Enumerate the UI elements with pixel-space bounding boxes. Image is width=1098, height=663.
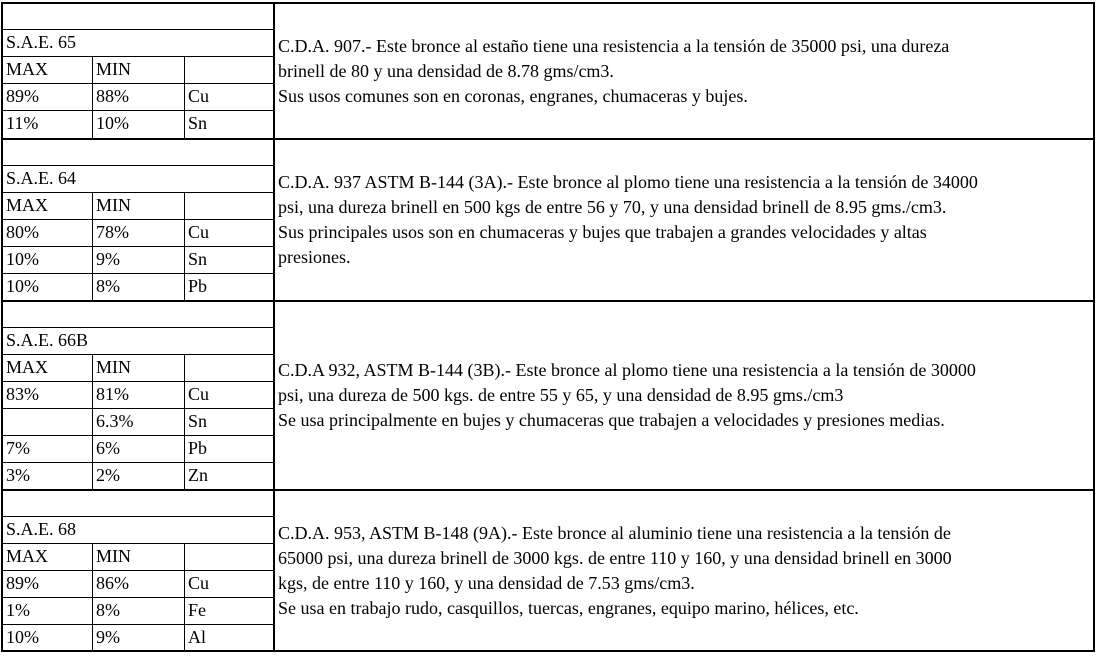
- element-symbol: Cu: [188, 573, 210, 593]
- alloy-description: C.D.A. 937 ASTM B-144 (3A).- Este bronce al plomo tiene una resistencia a la tensión de 34000 psi, una dureza brinell en 500 kgs de entre 56 y 70, y una densidad brinell de 8.95 gms./cm3. Sus principales usos son en chumaceras y bujes que trabajen a grandes velocidades y altas presiones.: [278, 172, 978, 267]
- composition-table: [1, 138, 275, 300]
- alloy-block-sae-68: [1, 489, 1095, 651]
- min-value: 9%: [93, 625, 185, 651]
- alloy-block-sae-64: [1, 138, 1095, 300]
- min-value: 8%: [93, 274, 185, 300]
- min-value: 81%: [93, 382, 185, 408]
- max-value: 1%: [3, 598, 93, 624]
- element-symbol: Sn: [188, 113, 208, 133]
- min-value: 86%: [93, 571, 185, 597]
- description-cell: [275, 300, 1095, 489]
- sae-title-row: [3, 327, 275, 354]
- max-value: 10%: [3, 247, 93, 273]
- max-header: MAX: [3, 355, 93, 381]
- table-row: [3, 246, 275, 273]
- element-symbol: Cu: [188, 222, 210, 242]
- table-row: [3, 462, 275, 489]
- table-row: [3, 83, 275, 110]
- composition-table: [1, 300, 275, 489]
- table-row: [3, 624, 275, 651]
- sae-title-row: [3, 29, 275, 56]
- table-row: [3, 408, 275, 435]
- min-header: MIN: [93, 544, 185, 570]
- max-value: 10%: [3, 274, 93, 300]
- element-symbol: Cu: [188, 384, 210, 404]
- min-value: 9%: [93, 247, 185, 273]
- element-symbol: Zn: [188, 465, 208, 485]
- alloy-description: C.D.A 932, ASTM B-144 (3B).- Este bronce al plomo tiene una resistencia a la tensión de 30000 psi, una dureza de 500 kgs. de entre 55 y 65, y una densidad de 8.95 gms./cm3 Se usa principalmente en bujes y chumaceras que trabajen a velocidades y presiones medias.: [278, 360, 976, 430]
- table-row: [3, 597, 275, 624]
- composition-table: [1, 2, 275, 138]
- max-value: 89%: [3, 84, 93, 110]
- alloy-block-sae-65: [1, 2, 1095, 138]
- table-row: [3, 570, 275, 597]
- blank-row: [3, 489, 275, 516]
- max-value: [3, 409, 93, 435]
- min-header: MIN: [93, 355, 185, 381]
- element-symbol: Pb: [188, 276, 208, 296]
- table-row: [3, 219, 275, 246]
- element-header: [185, 193, 275, 219]
- max-value: 80%: [3, 220, 93, 246]
- table-row: [3, 435, 275, 462]
- max-value: 89%: [3, 571, 93, 597]
- element-header: [185, 544, 275, 570]
- sae-title-row: [3, 516, 275, 543]
- min-value: 78%: [93, 220, 185, 246]
- description-cell: [275, 138, 1095, 300]
- max-value: 11%: [3, 111, 93, 138]
- max-header: MAX: [3, 57, 93, 83]
- blank-row: [3, 2, 275, 29]
- min-value: 88%: [93, 84, 185, 110]
- max-value: 7%: [3, 436, 93, 462]
- min-header: MIN: [93, 57, 185, 83]
- max-value: 10%: [3, 625, 93, 651]
- max-header: MAX: [3, 544, 93, 570]
- sae-title: S.A.E. 68: [6, 519, 77, 539]
- table-row: [3, 381, 275, 408]
- table-row: [3, 110, 275, 138]
- header-row: [3, 354, 275, 381]
- sae-title-row: [3, 165, 275, 192]
- element-symbol: Fe: [188, 600, 206, 620]
- min-value: 10%: [93, 111, 185, 138]
- description-cell: [275, 2, 1095, 138]
- sae-title: S.A.E. 66B: [6, 330, 89, 350]
- blank-row: [3, 138, 275, 165]
- table-row: [3, 273, 275, 300]
- min-value: 2%: [93, 463, 185, 489]
- element-symbol: Al: [188, 627, 206, 647]
- min-value: 6.3%: [93, 409, 185, 435]
- element-symbol: Sn: [188, 411, 208, 431]
- element-header: [185, 355, 275, 381]
- header-row: [3, 543, 275, 570]
- element-symbol: Cu: [188, 86, 210, 106]
- sae-title: S.A.E. 64: [6, 168, 77, 188]
- alloy-description: C.D.A. 953, ASTM B-148 (9A).- Este bronce al aluminio tiene una resistencia a la tensión de 65000 psi, una dureza brinell de 3000 kgs. de entre 110 y 160, y una densidad brinell en 3000 kgs, de entre 110 y 160, y una densidad de 7.53 gms/cm3. Se usa en trabajo rudo, casquillos, tuercas, engranes, equipo marino, hélices, etc.: [278, 523, 952, 618]
- min-value: 8%: [93, 598, 185, 624]
- alloy-block-sae-66b: [1, 300, 1095, 489]
- max-header: MAX: [3, 193, 93, 219]
- description-cell: [275, 489, 1095, 651]
- composition-table: [1, 489, 275, 651]
- min-header: MIN: [93, 193, 185, 219]
- max-value: 83%: [3, 382, 93, 408]
- header-row: [3, 192, 275, 219]
- blank-row: [3, 300, 275, 327]
- alloy-description: C.D.A. 907.- Este bronce al estaño tiene una resistencia a la tensión de 35000 psi, una dureza brinell de 80 y una densidad de 8.78 gms/cm3. Sus usos comunes son en coronas, engranes, chumaceras y bujes.: [278, 35, 950, 106]
- min-value: 6%: [93, 436, 185, 462]
- element-header: [185, 57, 275, 83]
- header-row: [3, 56, 275, 83]
- table-bottom-border: [1, 650, 1095, 652]
- element-symbol: Pb: [188, 438, 208, 458]
- max-value: 3%: [3, 463, 93, 489]
- sae-title: S.A.E. 65: [6, 32, 77, 52]
- element-symbol: Sn: [188, 249, 208, 269]
